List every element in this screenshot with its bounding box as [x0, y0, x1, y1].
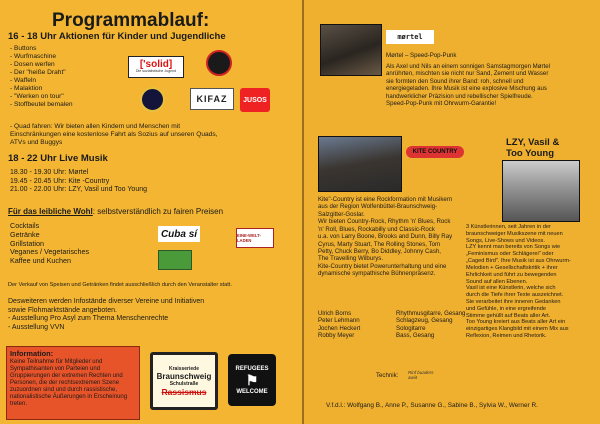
mortel-heading: Mørtel – Speed-Pop-Punk: [386, 52, 457, 59]
list-item: 19.45 - 20.45 Uhr: Kite -Country: [10, 177, 110, 185]
music-schedule: [10, 169, 147, 195]
list-item: - Wurfmaschine: [10, 53, 57, 61]
right-page: [304, 0, 600, 424]
kite-country-logo: KITE COUNTRY: [406, 146, 464, 158]
town-sign-graphic: Kraisseriede Braunschweig Schulstraße Rassismus: [150, 352, 218, 410]
list-item: - Malaktion: [10, 85, 43, 93]
kifaz-logo: KIFAZ: [190, 88, 234, 110]
round-badge-logo: [206, 50, 232, 76]
list-item: 21.00 - 22.00 Uhr: LZY, Vasil und Too Young: [10, 186, 147, 194]
info-title: Information:: [10, 349, 54, 358]
technik-logo: Rinf buaders awiit: [408, 370, 434, 380]
sales-note: Der Verkauf von Speisen und Getränken findet ausschließlich durch den Veranstalter statt.: [8, 282, 232, 288]
cuba-si-logo: Cuba sí: [158, 226, 200, 242]
list-item: Peter Lehmann Schlagzeug, Gesang: [318, 317, 453, 325]
list-item: - Stoffbeutel bemalen: [10, 101, 73, 109]
food-list: [10, 222, 89, 266]
mortel-description: Als Axel und Nils an einem sonnigen Samstagmorgen Mørtel anrührten, mischten sie nicht nur Sand, Zement und Wasser sie formten den Sound ihrer Band: roh, schnell und energiegeladen. Ihre Musik ist eine explosive Mischung aus handwerklicher Präzision und rebellischer Spielfreude. Speed-Pop-Punk mit Ohrwurm-Garantie!: [386, 63, 550, 108]
kids-heading: 16 - 18 Uhr Aktionen für Kinder und Jugendliche: [8, 31, 226, 42]
list-item: Robby Meyer Bass, Gesang: [318, 332, 435, 340]
food-heading-line: [8, 207, 223, 216]
list-item: Cocktails: [10, 221, 40, 230]
list-item: Grillstation: [10, 238, 44, 248]
food-heading: Für das leibliche Wohl: [8, 207, 93, 216]
kite-country-band-photo: [318, 136, 402, 192]
refugees-welcome-logo: REFUGEES ⚑ WELCOME: [228, 354, 276, 406]
green-banner-logo: [158, 250, 192, 270]
lzy-artists-photo: [502, 160, 580, 222]
lzy-description: 3 Künstlerinnen, seit Jahren in der braunschweiger Musikszene mit neuen Songs, Live-Shows und Videos. LZY kennt man bereits von Songs wie „Feminismus oder Schlägerei" oder „Caged Bird". Ihre Musik ist aus Ohrwurm- Melodien + Gesellschaftskritik + ihrer Ehrlichkeit und führt zu bewegenden Sound auf allen Ebenen. Vasil ist eine Künstlerin, welche sich durch die Tiefe ihrer Texte auszeichnet. Sie verarbeitet ihre inneren Gedanken und Gefühle, in eine ergreifende Stimme gehüllt auf Beats aller Art. Too Young kreiert aus Beats aller Art ein einzigartiges Klangbild mit einem Mix aus Reflexion, Reimen und Rhetorik.: [466, 224, 571, 339]
list-item: Kaffee und Kuchen: [10, 256, 72, 266]
list-item: - Dosen werfen: [10, 61, 55, 69]
family-icon: ⚑: [245, 371, 259, 388]
list-item: Veganes / Vegetarisches: [10, 247, 90, 257]
vfdl-credits: V.f.d.l.: Wolfgang B., Anne P., Susanne G., Sabine B., Sylvia W., Werner R.: [326, 402, 538, 409]
kids-activity-list: [10, 45, 73, 109]
info-body: Keine Teilnahme für Mitglieder und Sympathisanten von Parteien und Gruppierungen der extremen Rechten und Personen, die der rechtsextremen Szene zuzuordnen sind und durch rassistische, nationalistische Äußerungen in Erscheinung treten.: [10, 359, 128, 408]
technik-label: Technik:: [376, 372, 399, 379]
jusos-logo: JUSOS: [240, 88, 270, 112]
food-suffix: : selbstverständlich zu fairen Preisen: [92, 207, 224, 216]
list-item: 18.30 - 19.30 Uhr: Mørtel: [10, 169, 89, 176]
list-item: - "Werken on tour": [10, 93, 64, 101]
list-item: - Buttons: [10, 45, 37, 52]
eine-welt-laden-logo: EINE-WELT-LADEN: [236, 228, 274, 248]
lzy-heading-line1: LZY, Vasil &: [506, 137, 560, 148]
band-members: [318, 310, 465, 340]
round-emblem-logo: [140, 87, 165, 112]
list-item: - Der "heiße Draht": [10, 69, 66, 77]
list-item: Jochen Heckert Sologitarre: [318, 324, 426, 332]
program-title: Programmablauf:: [52, 10, 210, 31]
solid-logo: ['solid] Die sozialistische Jugend: [128, 56, 184, 78]
lzy-heading-line2: Too Young: [506, 148, 555, 159]
kite-country-description: Kite"-Country ist eine Rockformation mit Musikern aus der Region Wolfenbüttel-Braunschweig- Salzgitter-Goslar. Wir bieten Country-Rock, Rhythm 'n' Blues, Rock 'n' Roll, Blues, Rockabilly und Classic-Rock u.a. von Larry Boone, Brooks and Dunn, Billy Ray Cyrus, Marty Stuart, The Rolling Stones, Tom Petty, Chuck Berry, Bo Diddley, Johnny Cash, The Travelling Wilburys. Kite-Country bietet Powerunterhaltung und eine dynamische sympathische Bühnenpräsenz.: [318, 196, 453, 278]
quad-description: - Quad fahren: Wir bieten allen Kindern und Menschen mit Einschränkungen eine kostenlose Fahrt als Sozius auf unseren Quads, ATVs und Buggys: [10, 123, 218, 147]
list-item: Getränke: [10, 229, 40, 239]
mortel-band-photo: [320, 24, 382, 76]
mortel-logo: mørtel: [386, 30, 434, 44]
music-heading: 18 - 22 Uhr Live Musik: [8, 153, 108, 164]
list-item: - Waffeln: [10, 77, 37, 85]
stands-info: Desweiteren werden Infostände diverser Vereine und Initiativen sowie Flohmarktstände angeboten. - Ausstellung Pro Asyl zum Thema Menschenrechte - Ausstellung VVN: [8, 298, 205, 331]
information-box: [6, 346, 140, 420]
list-item: Ulrich Borns Rhythmusgitarre, Gesang: [318, 310, 466, 317]
